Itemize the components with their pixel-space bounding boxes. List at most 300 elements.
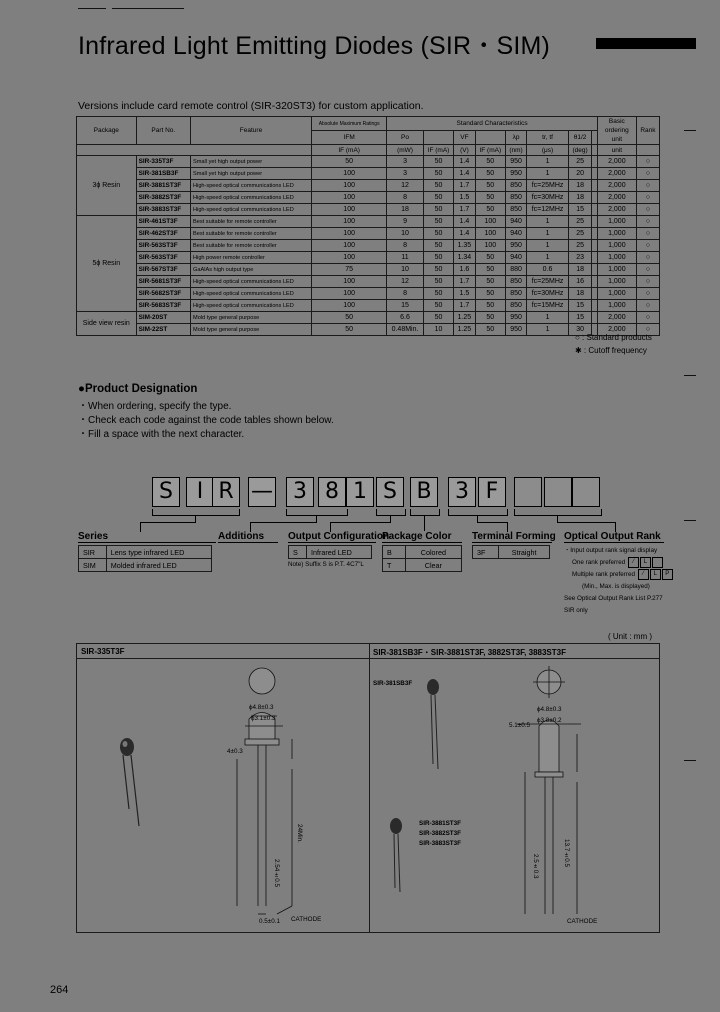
po-cell: 10 [387,264,423,276]
dim-phi2-right: ϕ3.8±0.2 [537,717,562,724]
if2-cell: 50 [475,192,506,204]
mid-bottom-label-1: SIR-3881ST3F [419,820,461,827]
theta-cell: 15 [569,312,592,324]
th-feature: Feature [191,117,312,145]
vf-cell: 1.4 [454,216,475,228]
if1-cell: 50 [423,312,454,324]
note-standard: ○ : Standard products [575,333,652,342]
theta-cell: 25 [569,156,592,168]
rank-cell: ○ [636,324,659,336]
tr-cell: 1 [527,168,569,180]
unit-cell: 2,000 [597,168,636,180]
lp-cell: 940 [506,216,527,228]
code-box-empty [544,477,572,507]
if1-cell: 50 [423,216,454,228]
rank-cell: ○ [636,228,659,240]
bracket-output [376,509,406,516]
rank-box: P [662,569,673,580]
theta-cell: 16 [569,276,592,288]
code-box: 3 [286,477,314,507]
dim-51-right: 5.1±0.5 [509,722,530,729]
unit-cell: 2,000 [597,156,636,168]
rank-line-3-text: Multiple rank preferred [572,571,635,579]
mid-bottom-label-2: SIR-3882ST3F [419,830,461,837]
ifm-cell: 50 [311,324,386,336]
rank-cell: ○ [636,168,659,180]
th-ifm [311,131,386,145]
theta-cell: 15 [569,204,592,216]
th-absmax [311,117,386,131]
lp-cell: 950 [506,168,527,180]
if1-cell: 50 [423,288,454,300]
code-box: 3 [448,477,476,507]
lp-cell: 950 [506,240,527,252]
terminal-row [473,546,550,559]
mid-top-label: SIR-381SB3F [373,680,413,687]
output-note: Note) Suffix S is P.T. 4C7"L [288,561,364,568]
po-cell: 12 [387,180,423,192]
rank-line-2-text: One rank preferred [572,559,626,567]
cathode-left: CATHODE [291,916,322,923]
tr-cell: fc=30MHz [527,192,569,204]
spec-row [77,168,660,180]
vf-cell: 1.6 [454,264,475,276]
th-lp: λp [506,131,527,145]
spec-row [77,264,660,276]
right-panel-title: SIR-381SB3F・SIR-3881ST3F, 3882ST3F, 3883ST3F [373,648,566,657]
th-ifm-unit: IF (mA) [311,145,386,156]
table-notes [575,331,652,357]
feature-cell: High-speed optical communications LED [191,276,312,288]
feature-cell: Best suitable for remote controller [191,240,312,252]
dim-254-left: 2.54±0.5 [273,859,280,888]
lp-cell: 950 [506,156,527,168]
ifm-cell: 100 [311,300,386,312]
if2-cell: 50 [475,276,506,288]
rank-cell: ○ [636,204,659,216]
spec-row [77,288,660,300]
part-no-cell: SIM-20ST [136,312,190,324]
code-box: R [212,477,240,507]
outline-right [517,666,581,914]
part-no-cell: SIR-335T3F [136,156,190,168]
unit-cell: 2,000 [597,324,636,336]
part-no-cell: SIR-381SB3F [136,168,190,180]
ifm-cell: 100 [311,228,386,240]
part-no-cell: SIM-22ST [136,324,190,336]
rank-line-3 [564,569,673,581]
part-no-cell: SIR-5683ST3F [136,300,190,312]
po-cell: 12 [387,276,423,288]
rank-cell: ○ [636,252,659,264]
code-box: 1 [346,477,374,507]
output-table [288,545,372,559]
feature-cell: Small yet high output power [191,168,312,180]
ifm-cell: 100 [311,288,386,300]
feature-cell: High-speed optical communications LED [191,300,312,312]
part-no-cell: SIR-563ST3F [136,240,190,252]
unit-cell: 1,000 [597,264,636,276]
theta-cell: 18 [569,264,592,276]
bracket-color [410,509,440,516]
connector [140,522,196,523]
tr-cell: 1 [527,156,569,168]
tr-cell: fc=30MHz [527,288,569,300]
vf-cell: 1.7 [454,276,475,288]
lp-cell: 950 [506,312,527,324]
if2-cell: 100 [475,216,506,228]
theta-cell: 18 [569,192,592,204]
th-theta: θ1/2 [569,131,592,145]
code-box: S [376,477,404,507]
rank-box: L [650,569,661,580]
dim-phi-right: ϕ4.8±0.3 [537,706,562,713]
series-desc: Molded infrared LED [106,559,211,572]
ifm-cell: 100 [311,180,386,192]
if1-cell: 10 [423,324,454,336]
color-row [383,546,462,559]
tr-cell: fc=12MHz [527,204,569,216]
dim-phi-left: ϕ4.8±0.3 [249,704,274,711]
spec-row [77,252,660,264]
if1-cell: 50 [423,300,454,312]
rank-box: ⁄ [628,557,639,568]
package-cell: Side view resin [77,312,137,336]
spec-table [76,116,660,336]
unit-cell: 2,000 [597,192,636,204]
if2-cell: 50 [475,204,506,216]
connector [330,522,390,523]
ifm-cell: 100 [311,240,386,252]
feature-cell: Small yet high output power [191,156,312,168]
theta-cell: 30 [569,324,592,336]
series-code: SIM [79,559,107,572]
if2-cell: 50 [475,312,506,324]
rank-cell: ○ [636,240,659,252]
connector [316,515,317,523]
part-no-cell: SIR-3883ST3F [136,204,190,216]
feature-cell: Mold type general purpose [191,312,312,324]
rank-line-5: See Optical Output Rank List P.277 [564,595,663,603]
unit-cell: 2,000 [597,180,636,192]
if2-cell: 50 [475,288,506,300]
bullet-2: ・Check each code against the code tables shown below. [78,415,334,426]
terminal-table [472,545,550,559]
intro-text: Versions include card remote control (SIR-320ST3) for custom application. [78,100,424,112]
code-box: S [152,477,180,507]
vf-cell: 1.35 [454,240,475,252]
part-no-cell: SIR-3881ST3F [136,180,190,192]
unit-cell: 1,000 [597,276,636,288]
series-row [79,546,212,559]
lp-cell: 850 [506,192,527,204]
spec-row [77,156,660,168]
if2-cell: 50 [475,264,506,276]
rank-cell: ○ [636,156,659,168]
po-cell: 8 [387,240,423,252]
margin-tick [684,130,696,131]
bracket-additions [286,509,348,516]
unit-cell: 1,000 [597,228,636,240]
connector [557,522,615,523]
th-blank2 [636,145,659,156]
rank-box: ⁄ [638,569,649,580]
rank-cell: ○ [636,312,659,324]
th-if1 [423,131,454,145]
th-spacer [77,145,312,156]
th-standard: Standard Characteristics [387,117,598,131]
code-box: I [186,477,214,507]
th-unit: unit [597,145,636,156]
code-box: — [248,477,276,507]
th-lp-unit: (nm) [506,145,527,156]
terminal-code: 3F [473,546,499,559]
vf-cell: 1.7 [454,180,475,192]
po-cell: 0.48Min. [387,324,423,336]
po-cell: 9 [387,216,423,228]
feature-cell: GaAlAs high output type [191,264,312,276]
feature-cell: Best suitable for remote controller [191,216,312,228]
rank-cell: ○ [636,300,659,312]
ifm-cell: 100 [311,252,386,264]
unit-note: ( Unit : mm ) [608,632,652,641]
title-decoration-bar [596,38,696,49]
feature-cell: High-speed optical communications LED [191,204,312,216]
color-desc: Colored [405,546,461,559]
tr-cell: 1 [527,228,569,240]
vf-cell: 1.7 [454,204,475,216]
po-cell: 18 [387,204,423,216]
th-if1-unit: IF (mA) [423,145,454,156]
lp-cell: 850 [506,204,527,216]
color-desc: Clear [405,559,461,572]
if1-cell: 50 [423,228,454,240]
th-vf-unit: (V) [454,145,475,156]
if1-cell: 50 [423,180,454,192]
unit-cell: 1,000 [597,252,636,264]
rank-cell: ○ [636,192,659,204]
ifm-cell: 100 [311,216,386,228]
ifm-cell: 75 [311,264,386,276]
if1-cell: 50 [423,240,454,252]
if2-cell: 50 [475,156,506,168]
if2-cell: 100 [475,228,506,240]
note-cutoff: ✱ : Cutoff frequency [575,346,647,355]
vf-cell: 1.4 [454,156,475,168]
package-cell: 3ϕ Resin [77,156,137,216]
tr-cell: 1 [527,252,569,264]
theta-cell: 18 [569,288,592,300]
th-po: Po [387,131,423,145]
if1-cell: 50 [423,276,454,288]
cathode-right: CATHODE [567,918,598,925]
color-row [383,559,462,572]
th-vf: VF [454,131,475,145]
dim-len-left: 24Min. [296,824,303,843]
ifm-cell: 100 [311,204,386,216]
unit-cell: 2,000 [597,204,636,216]
ifm-cell: 100 [311,168,386,180]
if1-cell: 50 [423,168,454,180]
lp-cell: 850 [506,300,527,312]
led-photo-mid [390,679,439,892]
theta-cell: 25 [569,216,592,228]
if2-cell: 50 [475,168,506,180]
th-trtf: tr, tf [527,131,569,145]
part-no-cell: SIR-462ST3F [136,228,190,240]
series-desc: Lens type infrared LED [106,546,211,559]
po-cell: 10 [387,228,423,240]
po-cell: 3 [387,156,423,168]
lp-cell: 940 [506,228,527,240]
additions-title: Additions [218,531,278,543]
part-no-cell: SIR-3882ST3F [136,192,190,204]
terminal-desc: Straight [499,546,550,559]
part-no-cell: SIR-461ST3F [136,216,190,228]
po-cell: 6.6 [387,312,423,324]
feature-cell: High power remote controller [191,252,312,264]
part-no-cell: SIR-5682ST3F [136,288,190,300]
package-cell: 5ϕ Resin [77,216,137,312]
output-code: S [289,546,307,559]
feature-cell: High-speed optical communications LED [191,180,312,192]
th-basic: Basic ordering unit [604,118,629,143]
theta-cell: 18 [569,180,592,192]
rank-cell: ○ [636,216,659,228]
th-part-no: Part No. [136,117,190,145]
part-no-cell: SIR-563ST3F [136,252,190,264]
spec-row [77,228,660,240]
bracket-rank [514,509,602,516]
color-code: T [383,559,406,572]
ifm-cell: 100 [311,192,386,204]
tr-cell: 1 [527,240,569,252]
color-code: B [383,546,406,559]
rank-box [652,557,663,568]
rank-line-1: ・Input output rank signal display [564,547,658,554]
spec-row [77,180,660,192]
rank-title: Optical Output Rank [564,531,664,543]
rank-cell: ○ [636,288,659,300]
output-title: Output Configuration [288,531,390,542]
rank-notes [564,545,673,617]
tr-cell: 1 [527,324,569,336]
if1-cell: 50 [423,252,454,264]
lp-cell: 950 [506,324,527,336]
theta-cell: 20 [569,168,592,180]
lp-cell: 940 [506,252,527,264]
if2-cell: 50 [475,300,506,312]
theta-cell: 25 [569,228,592,240]
rank-cell: ○ [636,264,659,276]
th-if2 [475,131,506,145]
series-code: SIR [79,546,107,559]
dim-4-left: 4±0.3 [227,748,243,755]
unit-cell: 1,000 [597,216,636,228]
color-title: Package Color [382,531,462,543]
header-rule-right [112,8,184,9]
unit-cell: 2,000 [597,312,636,324]
dim-len-right: 2.5±0.3 [532,854,539,879]
rank-line-2 [564,557,673,569]
th-po-unit: (mW) [387,145,423,156]
spec-row [77,240,660,252]
code-box-empty [572,477,600,507]
margin-tick [684,520,696,521]
vf-cell: 1.4 [454,168,475,180]
lp-cell: 880 [506,264,527,276]
bullet-1: ・When ordering, specify the type. [78,401,232,412]
theta-cell: 25 [569,240,592,252]
series-table [78,545,212,572]
vf-cell: 1.34 [454,252,475,264]
page-title: Infrared Light Emitting Diodes (SIR・SIM) [78,32,551,60]
rank-line-6: SIR only [564,607,588,615]
code-box: F [478,477,506,507]
feature-cell: Best suitable for remote controller [191,228,312,240]
code-box: 8 [318,477,346,507]
spec-row [77,312,660,324]
if2-cell: 100 [475,240,506,252]
left-panel-title: SIR-335T3F [81,647,125,656]
if1-cell: 50 [423,156,454,168]
spec-row [77,192,660,204]
po-cell: 15 [387,300,423,312]
if1-cell: 50 [423,264,454,276]
ifm-cell: 50 [311,156,386,168]
tr-cell: 0.6 [527,264,569,276]
po-cell: 11 [387,252,423,264]
terminal-title: Terminal Forming [472,531,556,542]
if2-cell: 50 [475,252,506,264]
connector [424,515,425,531]
vf-cell: 1.25 [454,324,475,336]
rank-box: L [640,557,651,568]
lp-cell: 850 [506,180,527,192]
designation-bullets [78,400,334,442]
bracket-series [152,509,240,516]
theta-cell: 15 [569,300,592,312]
spec-row [77,216,660,228]
th-basic-unit [597,117,636,145]
po-cell: 8 [387,192,423,204]
outline-drawings [77,644,659,932]
dim-phi2-left: ϕ3.1±0.3 [251,715,276,722]
spec-row [77,300,660,312]
spec-row [77,276,660,288]
feature-cell: High-speed optical communications LED [191,288,312,300]
dim-05-left: 0.5±0.1 [259,918,280,925]
th-trtf-unit: (μs) [527,145,569,156]
vf-cell: 1.7 [454,300,475,312]
if2-cell: 50 [475,324,506,336]
vf-cell: 1.25 [454,312,475,324]
code-box: B [410,477,438,507]
connector [390,515,391,523]
spec-row [77,324,660,336]
unit-cell: 1,000 [597,240,636,252]
connector [250,522,316,523]
margin-tick [684,375,696,376]
vf-cell: 1.5 [454,192,475,204]
lp-cell: 850 [506,288,527,300]
th-empty [592,131,598,145]
feature-cell: Mold type general purpose [191,324,312,336]
po-cell: 3 [387,168,423,180]
th-if2-unit: IF (mA) [475,145,506,156]
theta-cell: 23 [569,252,592,264]
part-no-cell: SIR-5681ST3F [136,276,190,288]
